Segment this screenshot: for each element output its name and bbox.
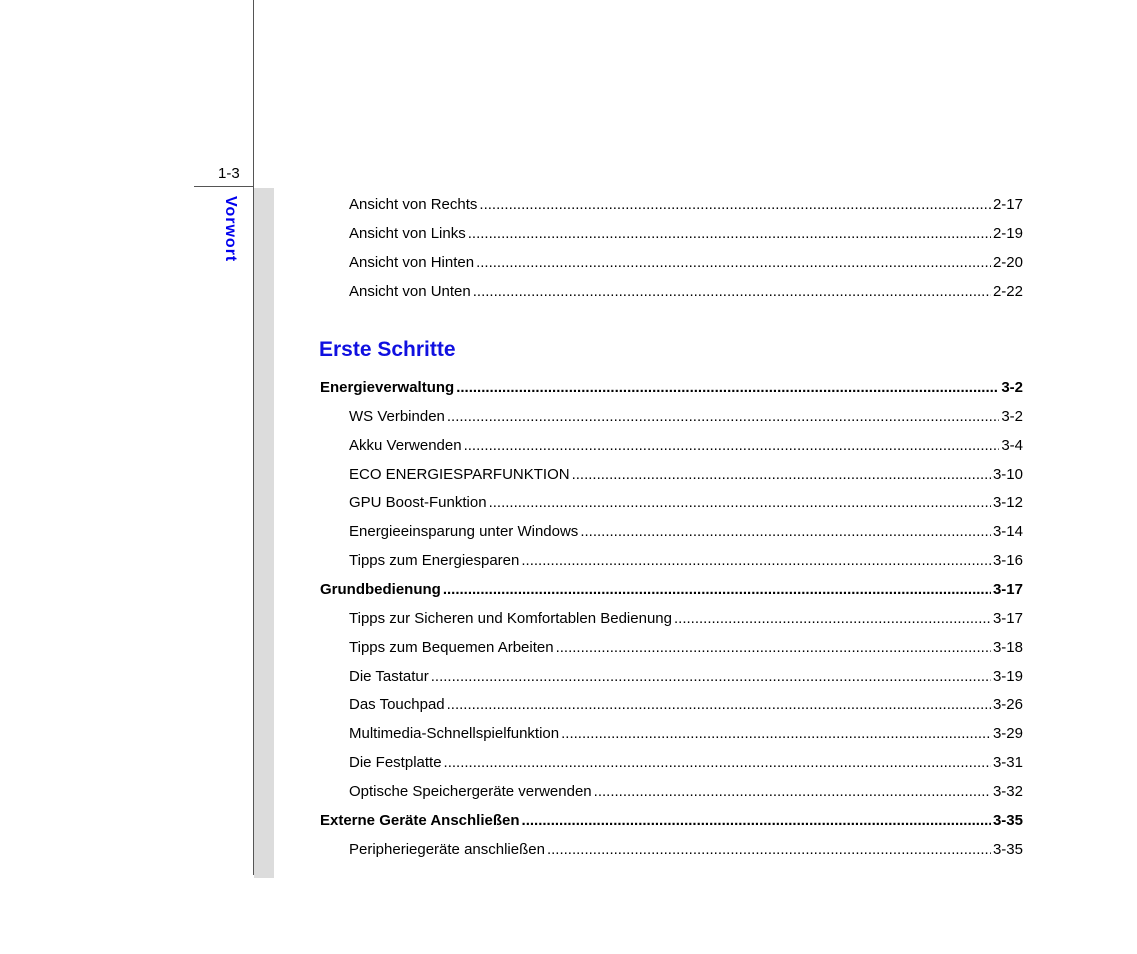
toc-leader-dots <box>674 610 991 628</box>
toc-entry-page: 3-2 <box>1001 379 1023 396</box>
toc-leader-dots <box>556 639 991 657</box>
toc-entry[interactable] <box>349 754 1023 772</box>
toc-entry-page: 3-35 <box>992 812 1023 829</box>
toc-entry-label: Tipps zum Energiesparen <box>349 552 520 569</box>
toc-section-entry[interactable] <box>320 581 1023 599</box>
toc-entry-page: 3-14 <box>992 523 1023 540</box>
toc-leader-dots <box>521 552 991 570</box>
toc-entry-page: 3-18 <box>992 639 1023 656</box>
toc-entry[interactable] <box>349 639 1023 657</box>
toc-leader-dots <box>444 754 991 772</box>
toc-entry-label: Das Touchpad <box>349 696 445 713</box>
toc-entry[interactable] <box>349 408 1023 426</box>
toc-leader-dots <box>447 408 999 426</box>
toc-entry-page: 2-22 <box>992 283 1023 300</box>
toc-entry-label: Peripheriegeräte anschließen <box>349 841 545 858</box>
toc-entry-page: 2-17 <box>992 196 1023 213</box>
toc-entry-label: Energieverwaltung <box>320 379 455 396</box>
toc-entry[interactable] <box>349 552 1023 570</box>
toc-leader-dots <box>547 841 991 859</box>
toc-entry-page: 3-17 <box>992 581 1023 598</box>
toc-entry[interactable] <box>349 841 1023 859</box>
toc-entry-label: Die Festplatte <box>349 754 442 771</box>
toc-leader-dots <box>447 696 991 714</box>
toc-entry-page: 3-32 <box>992 783 1023 800</box>
toc-entry-label: Ansicht von Rechts <box>349 196 478 213</box>
toc-entry[interactable] <box>349 225 1023 243</box>
toc-entry-label: Akku Verwenden <box>349 437 462 454</box>
toc-entry-page: 3-16 <box>992 552 1023 569</box>
toc-entry[interactable] <box>349 783 1023 801</box>
toc-leader-dots <box>473 283 991 301</box>
section-side-label: Vorwort <box>222 196 239 263</box>
toc-entry-page: 3-29 <box>992 725 1023 742</box>
toc-leader-dots <box>431 668 991 686</box>
toc-entry[interactable] <box>349 196 1023 214</box>
toc-entry-page: 2-20 <box>992 254 1023 271</box>
toc-leader-dots <box>594 783 991 801</box>
toc-entry[interactable] <box>349 466 1023 484</box>
toc-entry-page: 2-19 <box>992 225 1023 242</box>
toc-entry[interactable] <box>349 523 1023 541</box>
toc-entry-page: 3-12 <box>992 494 1023 511</box>
toc-entry-page: 3-10 <box>992 466 1023 483</box>
toc-entry[interactable] <box>349 494 1023 512</box>
chapter-heading: Erste Schritte <box>319 338 456 361</box>
toc-entry-label: Grundbedienung <box>320 581 441 598</box>
toc-entry-page: 3-17 <box>992 610 1023 627</box>
toc-leader-dots <box>522 812 991 830</box>
toc-entry-label: Tipps zur Sicheren und Komfortablen Bedienung <box>349 610 672 627</box>
toc-leader-dots <box>456 379 999 397</box>
toc-entry-page: 3-19 <box>992 668 1023 685</box>
toc-entry-label: Ansicht von Unten <box>349 283 471 300</box>
toc-entry[interactable] <box>349 725 1023 743</box>
toc-leader-dots <box>468 225 991 243</box>
toc-entry-page: 3-4 <box>1001 437 1023 454</box>
toc-entry[interactable] <box>349 437 1023 455</box>
toc-entry[interactable] <box>349 254 1023 272</box>
toc-section-entry[interactable] <box>320 812 1023 830</box>
toc-entry-label: GPU Boost-Funktion <box>349 494 487 511</box>
toc-entry-label: Externe Geräte Anschließen <box>320 812 520 829</box>
toc-entry-page: 3-31 <box>992 754 1023 771</box>
toc-entry-page: 3-26 <box>992 696 1023 713</box>
toc-section-entry[interactable] <box>320 379 1023 397</box>
toc-entry-label: Die Tastatur <box>349 668 429 685</box>
toc-entry-label: Multimedia-Schnellspielfunktion <box>349 725 560 742</box>
toc-entry-label: Tipps zum Bequemen Arbeiten <box>349 639 554 656</box>
toc-entry-label: ECO ENERGIESPARFUNKTION <box>349 466 570 483</box>
toc-entry-label: Ansicht von Hinten <box>349 254 475 271</box>
toc-entry-page: 3-35 <box>992 841 1023 858</box>
page-number: 1-3 <box>218 165 240 182</box>
toc-entry[interactable] <box>349 610 1023 628</box>
toc-entry-page: 3-2 <box>1001 408 1023 425</box>
toc-entry-label: Ansicht von Links <box>349 225 466 242</box>
toc-leader-dots <box>572 466 991 484</box>
toc-leader-dots <box>464 437 1000 455</box>
toc-leader-dots <box>443 581 991 599</box>
toc-leader-dots <box>561 725 991 743</box>
toc-leader-dots <box>476 254 991 272</box>
toc-leader-dots <box>489 494 991 512</box>
toc-entry[interactable] <box>349 668 1023 686</box>
toc-entry-label: Energieeinsparung unter Windows <box>349 523 579 540</box>
toc-leader-dots <box>580 523 991 541</box>
toc-leader-dots <box>479 196 991 214</box>
toc-entry-label: WS Verbinden <box>349 408 445 425</box>
toc-entry[interactable] <box>349 696 1023 714</box>
toc-entry[interactable] <box>349 283 1023 301</box>
toc-entry-label: Optische Speichergeräte verwenden <box>349 783 592 800</box>
